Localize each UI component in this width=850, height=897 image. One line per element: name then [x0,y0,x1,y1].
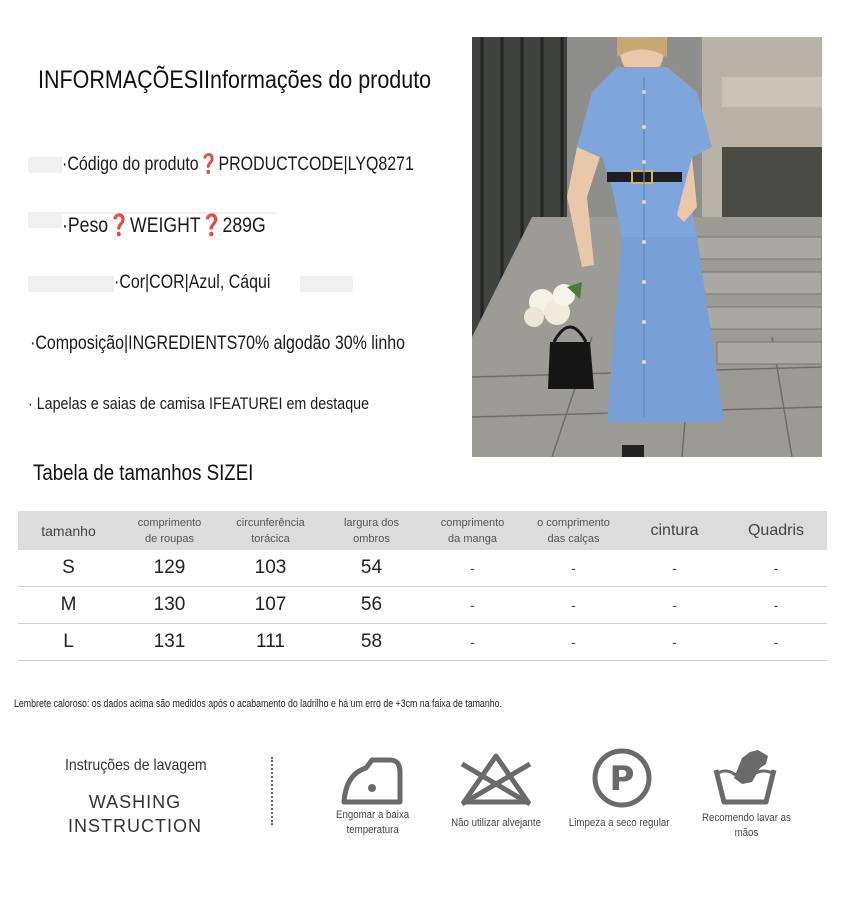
waist-cell: - [624,624,725,661]
header-size: tamanho [18,511,119,550]
hips-cell: - [725,587,827,624]
dry-clean-label: Limpeza a seco regular [568,817,670,829]
hips-cell: - [725,550,827,587]
header-pants-length: o comprimento das calças [523,511,624,550]
size-table-header-row [18,511,827,550]
product-composition: ·Composição|INGREDIENTS70% algodão 30% linho [30,333,405,354]
header-chest: circunferência torácica [220,511,321,550]
pants-cell: - [523,550,624,587]
size-cell: S [18,550,119,587]
shoulder-cell: 56 [321,587,422,624]
size-cell: L [18,624,119,661]
table-row [18,550,827,587]
size-cell: M [18,587,119,624]
pants-cell: - [523,587,624,624]
product-feature: · Lapelas e saias de camisa IFEATUREI em destaque [28,394,370,413]
length-cell: 130 [119,587,220,624]
page-title: INFORMAÇÕESIInformações do produto [38,66,432,94]
size-note: Lembrete caloroso: os dados acima são medidos após o acabamento do ladrilho e há um erro de +3cm na faixa de tamanho. [14,698,502,710]
iron-low-temperature-icon [338,752,406,813]
table-row [18,624,827,661]
product-code: ·Código do produto❓PRODUCTCODE|LYQ8271 [62,152,481,176]
sleeve-cell: - [422,550,523,587]
hand-wash-icon [712,748,778,813]
model-illustration [472,37,822,457]
table-row [18,587,827,624]
svg-text:P: P [609,759,635,799]
header-garment-length: comprimento de roupas [119,511,220,550]
header-sleeve-length: comprimento da manga [422,511,523,550]
washing-title-en: WASHING INSTRUCTION [68,792,202,836]
header-hips: Quadris [725,511,827,550]
hips-cell: - [725,624,827,661]
no-bleach-icon [458,752,534,813]
product-weight: ·Peso❓WEIGHT❓289G [62,214,305,238]
iron-label: Engomar a baixa temperatura [336,809,410,836]
header-waist: cintura [624,511,725,550]
chest-cell: 111 [220,624,321,661]
divider [271,757,273,825]
size-table [18,511,827,661]
shoulder-cell: 54 [321,550,422,587]
product-photo [472,37,822,457]
chest-cell: 103 [220,550,321,587]
hand-wash-label: Recomendo lavar as mãos [701,812,791,839]
pants-cell: - [523,624,624,661]
length-cell: 129 [119,550,220,587]
length-cell: 131 [119,624,220,661]
shoulder-cell: 58 [321,624,422,661]
waist-cell: - [624,550,725,587]
sleeve-cell: - [422,624,523,661]
size-table-title: Tabela de tamanhos SIZEI [33,460,254,485]
washing-title-pt: Instruções de lavagem [65,757,207,774]
header-shoulder-width: largura dos ombros [321,511,422,550]
no-bleach-label: Não utilizar alvejante [451,817,541,829]
chest-cell: 107 [220,587,321,624]
dry-clean-p-icon [590,746,654,815]
sleeve-cell: - [422,587,523,624]
waist-cell: - [624,587,725,624]
product-color: ·Cor|COR|Azul, Cáqui [114,272,300,294]
